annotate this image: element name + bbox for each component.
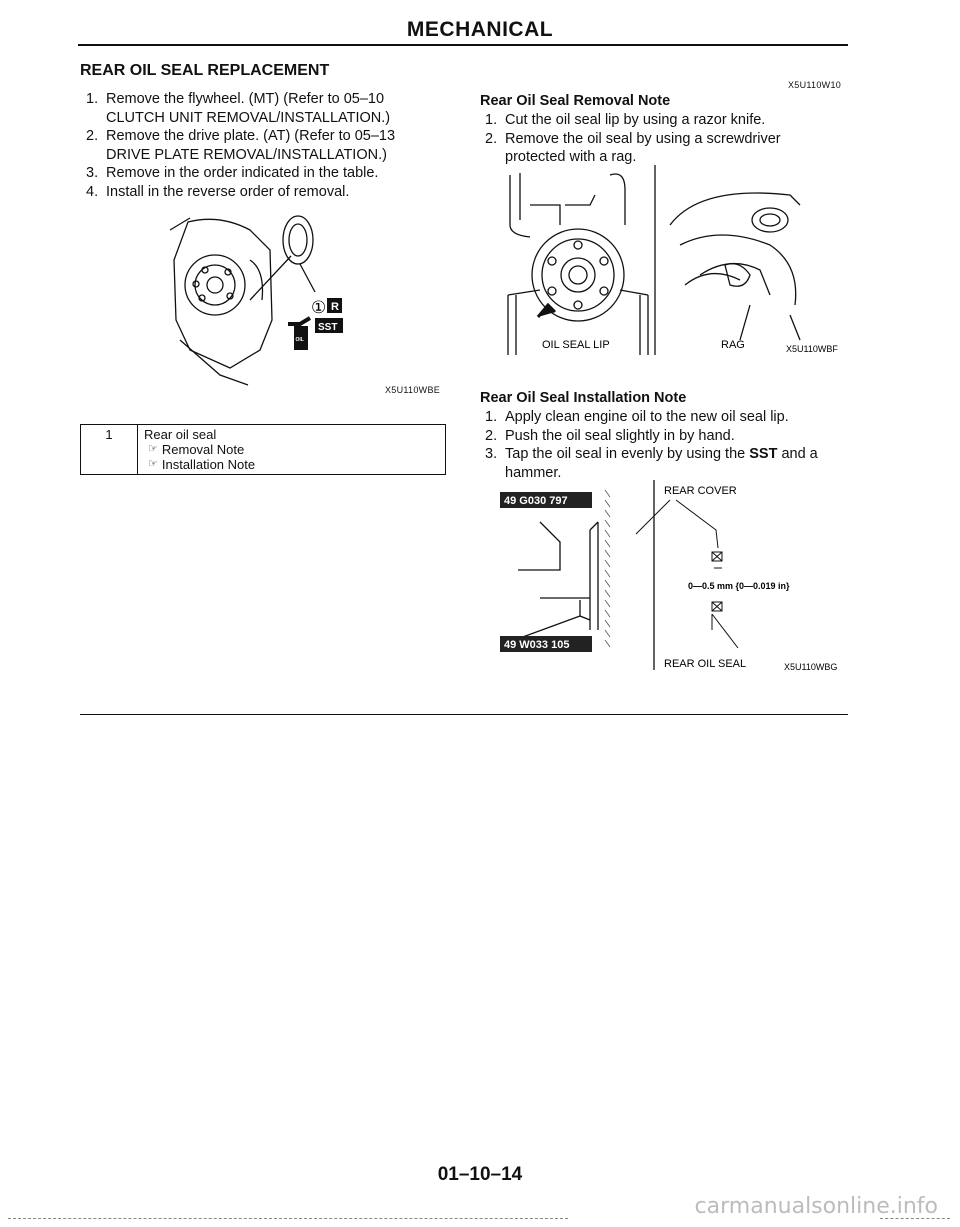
oil-can-icon (288, 318, 310, 324)
procedure-step: 1. Remove the flywheel. (MT) (Refer to 05–10 CLUTCH UNIT REMOVAL/INSTALLATION.) (86, 91, 391, 126)
procedure-step: 4. Install in the reverse order of removal. (86, 183, 350, 200)
part-name: Rear oil seal (144, 427, 217, 442)
replace-badge: R (331, 301, 339, 313)
part-number: 1 (81, 425, 138, 475)
rear-oil-seal-exploded-figure (160, 200, 400, 390)
removal-note-ref[interactable]: ☞ Removal Note (148, 442, 245, 457)
svg-text:OIL: OIL (295, 337, 304, 343)
removal-step: 1. Cut the oil seal lip by using a razor knife. (485, 112, 766, 128)
pointing-hand-icon: ☞ (148, 458, 158, 470)
procedure-steps (86, 90, 426, 201)
sst-badge-2: 49 W033 105 (504, 639, 570, 651)
rear-cover-label: REAR COVER (664, 485, 737, 497)
installation-step: 1. Apply clean engine oil to the new oil seal lip. (485, 409, 789, 425)
procedure-step: 3. Remove in the order indicated in the table. (86, 165, 379, 181)
page-header-title: MECHANICAL (406, 18, 554, 41)
sst-badge: SST (318, 322, 338, 333)
figure-code: X5U110WBF (786, 344, 838, 354)
watermark-text: carmanualsonline.info (694, 1194, 938, 1219)
oil-seal-installation-figure (480, 470, 850, 675)
installation-note-title: Rear Oil Seal Installation Note (480, 390, 687, 406)
parts-table (80, 424, 446, 475)
figure-code: X5U110W10 (788, 80, 842, 90)
rag-label: RAG (721, 339, 745, 351)
sst-badge-1: 49 G030 797 (504, 495, 568, 507)
pointing-hand-icon: ☞ (148, 443, 158, 455)
removal-steps (485, 111, 825, 167)
oil-seal-removal-figure (500, 165, 850, 360)
installation-step: 3. Tap the oil seal in evenly by using the SST and a hammer. (485, 446, 818, 481)
oil-seal-lip-label: OIL SEAL LIP (542, 339, 610, 351)
removal-step: 2. Remove the oil seal by using a screwdriver protected with a rag. (485, 130, 781, 165)
removal-note-title: Rear Oil Seal Removal Note (480, 93, 671, 109)
section-bottom-rule (80, 714, 848, 715)
figure-code: X5U110WBG (784, 662, 838, 672)
figure-code: X5U110WBE (385, 385, 441, 395)
header-rule (78, 44, 848, 46)
procedure-step: 2. Remove the drive plate. (AT) (Refer to 05–13 DRIVE PLATE REMOVAL/INSTALLATION.) (86, 128, 396, 163)
footer-rule (8, 1218, 568, 1219)
table-row (81, 425, 446, 475)
dimension-label: 0—0.5 mm {0—0.019 in} (688, 581, 790, 591)
callout-number: ① (311, 298, 327, 318)
installation-step: 2. Push the oil seal slightly in by hand. (485, 427, 735, 444)
section-title: REAR OIL SEAL REPLACEMENT (80, 62, 330, 79)
rear-oil-seal-label: REAR OIL SEAL (664, 658, 747, 670)
page-number: 01–10–14 (437, 1164, 523, 1185)
installation-note-ref[interactable]: ☞ Installation Note (148, 457, 256, 472)
